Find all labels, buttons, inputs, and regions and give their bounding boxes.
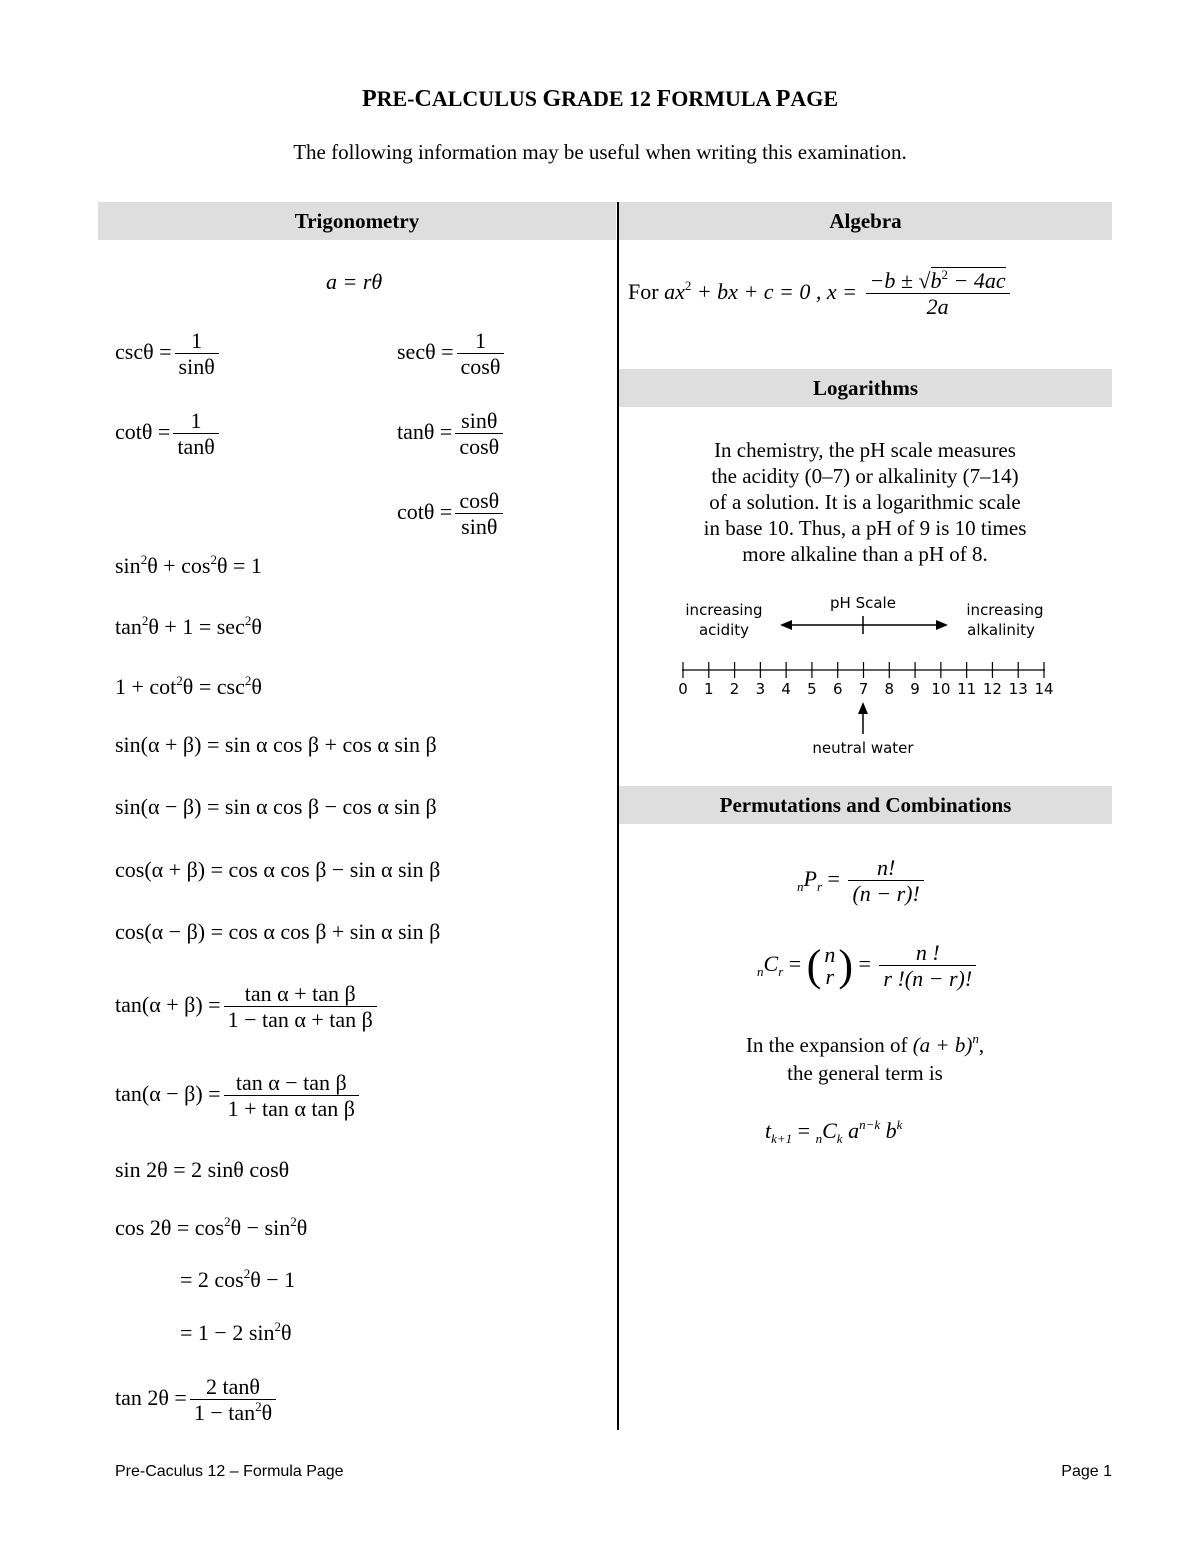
permutation-formula: $_nP_r$ = $\frac{n!}{(n - r)!}$ — [797, 857, 927, 905]
tan-double-angle-formula: tan 2θ = $\frac{2 \tan\theta}{1 - \tan^2\theta}$ — [115, 1376, 279, 1424]
ph-scale-diagram — [618, 588, 1112, 760]
ph-tick-label: 10 — [931, 680, 951, 698]
ph-tick-label: 6 — [832, 680, 843, 698]
pythagorean-identity-2: $\tan^2\theta + 1 = \sec^2\theta$ — [115, 613, 262, 639]
ph-description: In chemistry, the pH scale measures the acidity (0–7) or alkalinity (7–14) of a solution. It is a logarithmic scale in base 10. Thus, a pH of 9 is 10 times more alkaline than a pH of 8. — [703, 438, 1027, 566]
ph-tick-label: 12 — [982, 680, 1002, 698]
sin-difference-formula: sin(α − β) = sin α cos β − cos α sin β — [115, 794, 437, 819]
general-term-formula: $t_{k+1} = _nC_k$ $a^{n-k}$ $b^k$ — [765, 1117, 903, 1146]
binomial-expansion-text: In the expansion of $(a + b)^n$, the general term is — [745, 1031, 985, 1085]
cos-double-angle-alt-2: = 1 − 2 $\sin^2\theta$ — [180, 1319, 292, 1345]
cos-sum-formula: cos(α + β) = cos α cos β − sin α sin β — [115, 857, 441, 882]
cot-reciprocal-formula: cotθ = $\frac{1}{\tan\theta}$ — [115, 410, 222, 458]
ph-tick-label: 7 — [858, 680, 869, 698]
left-arrow-icon — [780, 620, 792, 630]
tan-difference-formula: tan(α − β) = $\frac{\text{tan α − tan β}}{\text{1 + tan α tan β}}$ — [115, 1072, 362, 1120]
ph-tick-label: 4 — [781, 680, 791, 698]
ph-tick-label: 1 — [704, 680, 714, 698]
ph-tick-label: 0 — [678, 680, 688, 698]
ph-tick-label: 5 — [807, 680, 817, 698]
ph-ticks — [678, 662, 1053, 698]
section-header-logarithms: Logarithms — [619, 369, 1112, 407]
section-header-permutations: Permutations and Combinations — [619, 786, 1112, 824]
page-subtitle: The following information may be useful when writing this examination. — [293, 140, 907, 164]
cos-double-angle-formula: $\cos 2\theta = \cos^2\theta - \sin^2\theta$ — [115, 1214, 308, 1240]
ph-tick-label: 14 — [1034, 680, 1054, 698]
pythagorean-identity-1: $\sin^2\theta + \cos^2\theta = 1$ — [115, 552, 262, 578]
ph-tick-label: 11 — [957, 680, 977, 698]
alkalinity-label-line2: alkalinity — [967, 621, 1035, 639]
neutral-water-label: neutral water — [812, 739, 914, 757]
alkalinity-label-line1: increasing — [966, 601, 1044, 619]
section-header-trigonometry: Trigonometry — [98, 202, 616, 240]
ph-tick-label: 2 — [729, 680, 740, 698]
pythagorean-identity-3: $1 + \cot^2\theta = \csc^2\theta$ — [115, 673, 262, 699]
acidity-label-line2: acidity — [698, 621, 750, 639]
footer-page-number: Page 1 — [1061, 1463, 1112, 1480]
ph-tick-label: 13 — [1008, 680, 1028, 698]
cos-double-angle-alt-1: = 2 $\cos^2\theta - 1$ — [180, 1266, 296, 1292]
csc-formula: cscθ = $\frac{1}{\sin\theta}$ — [115, 330, 222, 378]
combination-formula: $_nC_r$ = ( n r ) = $\frac{n !}{r !(n - r)!}$ — [757, 942, 979, 990]
ph-tick-label: 9 — [910, 680, 920, 698]
arc-length-formula: a = rθ — [326, 269, 383, 294]
quadratic-formula: For $ax^2$ + bx + c = 0 , x = $\frac{-b \pm √b^2 - 4ac}{2a}$ — [628, 270, 1013, 318]
column-divider — [617, 202, 619, 1430]
ph-tick-label: 3 — [755, 680, 766, 698]
section-header-algebra: Algebra — [619, 202, 1112, 240]
up-arrow-icon — [858, 702, 868, 714]
ph-tick-label: 8 — [884, 680, 895, 698]
tan-sum-formula: tan(α + β) = $\frac{\text{tan α + tan β}}{\text{1 − tan α + tan β}}$ — [115, 983, 380, 1031]
sin-double-angle-formula: sin 2θ = 2 sinθ cosθ — [115, 1157, 290, 1182]
footer-left: Pre-Caculus 12 – Formula Page — [115, 1463, 344, 1480]
acidity-label-line1: increasing — [685, 601, 763, 619]
right-arrow-icon — [936, 620, 948, 630]
page-title: PRE-CALCULUS GRADE 12 FORMULA PAGE — [361, 86, 839, 112]
cot-quotient-formula: cotθ = $\frac{\cos\theta}{\sin\theta}$ — [397, 490, 506, 538]
tan-quotient-formula: tanθ = $\frac{\sin\theta}{\cos\theta}$ — [397, 410, 506, 458]
ph-scale-title: pH Scale — [830, 594, 896, 612]
cos-difference-formula: cos(α − β) = cos α cos β + sin α sin β — [115, 919, 441, 944]
sin-sum-formula: sin(α + β) = sin α cos β + cos α sin β — [115, 732, 437, 757]
sec-formula: secθ = $\frac{1}{\cos\theta}$ — [397, 330, 507, 378]
